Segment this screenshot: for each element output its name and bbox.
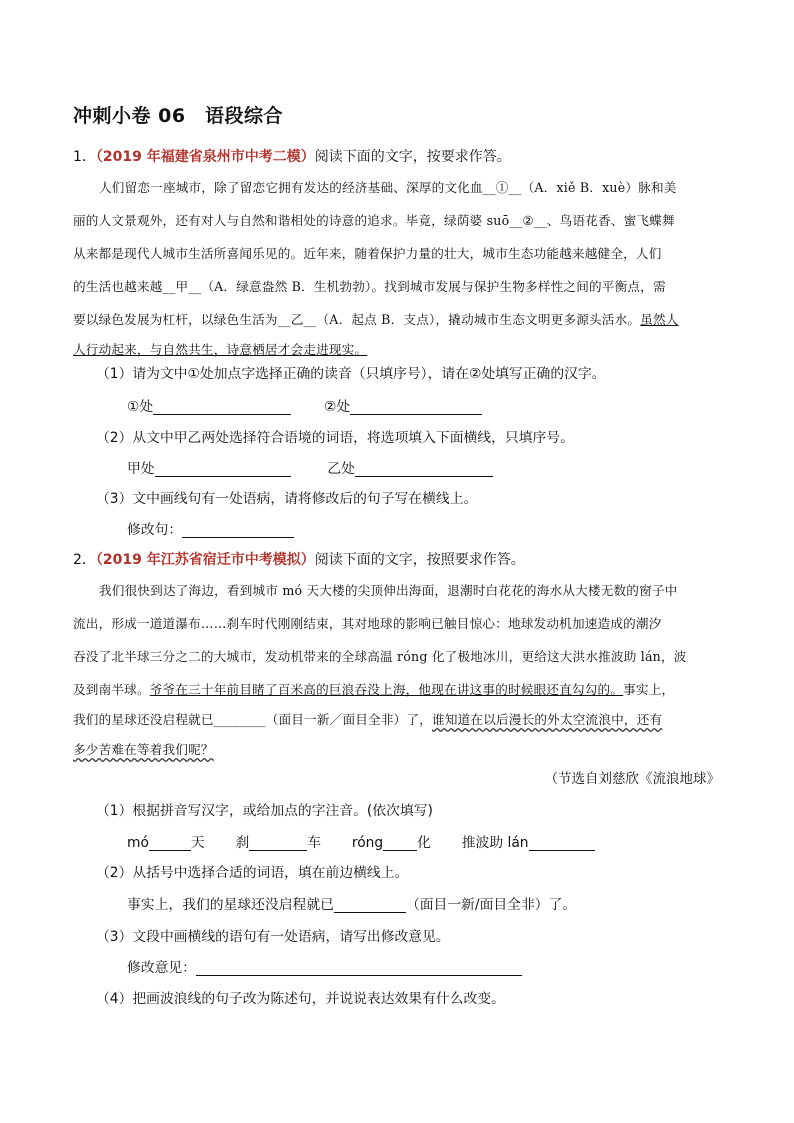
q1-passage-line-1: 人们留恋一座城市，除了留恋它拥有发达的经济基础、深厚的文化血__①__（A．xiě B．xuè）脉和美 xyxy=(99,180,677,195)
q2-blank-idiom[interactable] xyxy=(334,897,406,913)
q2-sub1-prompt: （1）根据拼音写汉字，或给加点的字注音。(依次填写) xyxy=(96,803,433,819)
q1-answer-blank-3[interactable] xyxy=(182,522,294,538)
q1-sub2-prompt: （2）从文中甲乙两处选择符合语境的词语，将选项填入下面横线，只填序号。 xyxy=(96,430,574,446)
question-1-header xyxy=(73,146,511,166)
q1-sub1-prompt: （1）请为文中①处加点字选择正确的读音（只填序号），请在②处填写正确的汉字。 xyxy=(96,366,606,382)
q2-wavy-sentence-b: 多少苦难在等着我们呢？ xyxy=(73,742,214,757)
q2-sub4-prompt: （4）把画波浪线的句子改为陈述句，并说说表达效果有什么改变。 xyxy=(96,991,505,1007)
q2-blank-mo[interactable] xyxy=(149,835,191,851)
question-1-source: （2019 年福建省泉州市中考二模） xyxy=(95,149,315,165)
question-2-header xyxy=(73,549,525,569)
q1-underlined-sentence-b: 人行动起来，与自然共生，诗意栖居才会走进现实。 xyxy=(73,342,368,357)
passage-credit: （节选自刘慈欣《流浪地球》 xyxy=(544,771,720,787)
q2-underlined-sentence: 爷爷在三十年前目睹了百米高的巨浪吞没上海，他现在讲这事的时候眼还直勾勾的。 xyxy=(149,682,624,697)
q1-sub3-prompt: （3）文中画线句有一处语病，请将修改后的句子写在横线上。 xyxy=(96,491,478,507)
q2-passage-line-6 xyxy=(73,739,725,758)
question-2-number: 2． xyxy=(73,552,96,568)
q1-sub3-answer-row: 修改句： xyxy=(127,518,294,538)
q1-sub1-answer-row: ①处 ②处 xyxy=(127,395,482,415)
q2-sub1-answer-row: mó 天 刹 车 róng 化 推波助 lán xyxy=(127,831,595,851)
question-2-source: （2019 年江苏省宿迁市中考模拟） xyxy=(95,552,315,568)
q1-answer-blank-2[interactable] xyxy=(350,399,482,415)
q2-passage-line-2: 流出，形成一道道瀑布……刹车时代刚刚结束，其对地球的影响已触目惊心：地球发动机加速造成的潮汐 xyxy=(73,616,662,631)
q1-answer-blank-yi[interactable] xyxy=(355,461,493,477)
q2-wavy-sentence-a: 谁知道在以后漫长的外太空流浪中，还有 xyxy=(432,712,663,727)
q2-sub3-prompt: （3）文段中画横线的语句有一处语病，请写出修改意见。 xyxy=(96,929,450,945)
q1-answer-blank-1[interactable] xyxy=(153,399,291,415)
q2-sub2-answer-row: 事实上，我们的星球还没启程就已 （面目一新/面目全非）了。 xyxy=(127,897,577,913)
q2-passage-line-4: 及到南半球。爷爷在三十年前目睹了百米高的巨浪吞没上海，他现在讲这事的时候眼还直勾勾的。事实上， xyxy=(73,682,675,697)
q1-underlined-sentence-a: 虽然人 xyxy=(640,312,679,327)
q1-passage-line-5: 要以绿色发展为杠杆，以绿色生活为__乙__（A．起点 B．支点），撬动城市生态文明更多源头活水。虽然人 xyxy=(73,312,679,327)
q2-passage-line-3: 吞没了北半球三分之二的大城市，发动机带来的全球高温 róng 化了极地冰川，更给这大洪水推波助 lán，波 xyxy=(73,649,687,664)
q2-sub3-answer-row: 修改意见： xyxy=(127,956,522,976)
q2-passage-line-5: 我们的星球还没启程就已________（面目一新／面目全非）了，谁知道在以后漫长的外太空流浪中，还有 xyxy=(73,712,663,727)
question-2-instruction: 阅读下面的文字，按照要求作答。 xyxy=(314,552,525,568)
q1-sub2-answer-row: 甲处 乙处 xyxy=(127,457,493,477)
q1-passage-line-2: 丽的人文景观外，还有对人与自然和谐相处的诗意的追求。毕竟，绿荫婆 suō__②__、鸟语花香、蜜飞蝶舞 xyxy=(73,213,675,228)
q1-passage-line-6 xyxy=(73,339,725,358)
question-1-instruction: 阅读下面的文字，按要求作答。 xyxy=(314,149,511,165)
question-1-number: 1． xyxy=(73,149,96,165)
q2-blank-revision[interactable] xyxy=(196,960,522,976)
q2-sub2-prompt: （2）从括号中选择合适的词语，填在前边横线上。 xyxy=(96,865,409,881)
q2-blank-lan[interactable] xyxy=(529,835,595,851)
q1-passage-line-3: 从来都是现代人城市生活所喜闻乐见的。近年来，随着保护力量的壮大，城市生态功能越来越健全，人们 xyxy=(73,246,662,261)
q1-answer-blank-jia[interactable] xyxy=(155,461,291,477)
q1-passage-line-4: 的生活也越来越__甲__（A．绿意盎然 B．生机勃勃）。找到城市发展与保护生物多样性之间的平衡点，需 xyxy=(73,279,666,294)
q2-passage-line-1: 我们很快到达了海边，看到城市 mó 天大楼的尖顶伸出海面，退潮时白花花的海水从大楼无数的窗子中 xyxy=(99,583,678,598)
page-title: 冲刺小卷 06 语段综合 xyxy=(73,105,284,127)
q2-blank-sha[interactable] xyxy=(249,835,307,851)
q2-blank-rong[interactable] xyxy=(383,835,417,851)
